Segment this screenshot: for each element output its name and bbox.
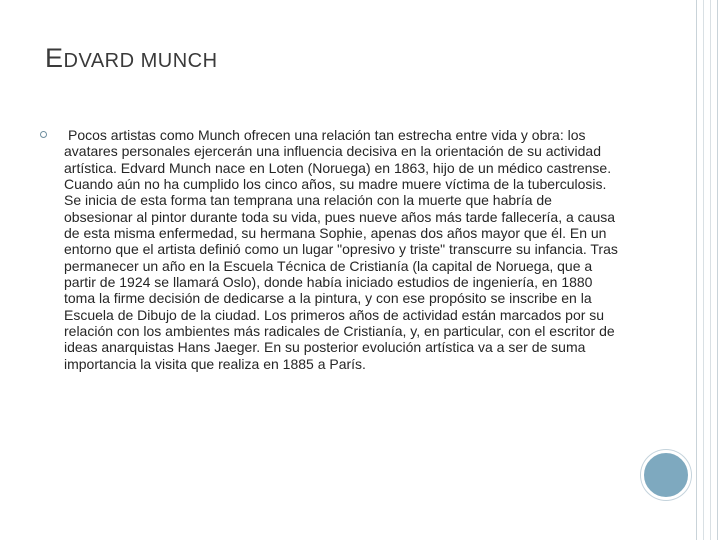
hollow-circle-bullet-icon	[40, 131, 47, 138]
slide-title	[45, 38, 218, 75]
right-border-inner-band	[703, 0, 711, 540]
bullet-text: Pocos artistas como Munch ofrecen una relación tan estrecha entre vida y obra: los avatares personales ejercerán una influencia decisiva en la orientación de su actividad artística. Edvard Munch nace en Loten (Noruega) en 1863, hijo de un médico castrense. Cuando aún no ha cumplido los cinco años, su madre muere víctima de la tuberculosis. Se inicia de esta forma tan temprana una relación con la muerte que habría de obsesionar al pintor durante toda su vida, pues nueve años más tarde fallecería, a causa de esta misma enfermedad, su hermana Sophie, apenas dos años mayor que él. En un entorno que el artista definió como un lugar "opresivo y triste" transcurre su infancia. Tras permanecer un año en la Escuela Técnica de Cristianía (la capital de Noruega, que a partir de 1924 se llamará Oslo), donde había iniciado estudios de ingeniería, en 1880 toma la firme decisión de dedicarse a la pintura, y con ese propósito se inscribe en la Escuela de Dibujo de la ciudad. Los primeros años de actividad están marcados por su relación con los ambientes más radicales de Cristianía, y, en particular, con el escritor de ideas anarquistas Hans Jaeger. En su posterior evolución artística va a ser de suma importancia la visita que realiza en 1885 a París.	[64, 127, 618, 372]
title-first-letter: E	[45, 43, 64, 73]
title-rest: DVARD MUNCH	[63, 50, 218, 72]
circle-decoration-icon	[641, 450, 691, 500]
